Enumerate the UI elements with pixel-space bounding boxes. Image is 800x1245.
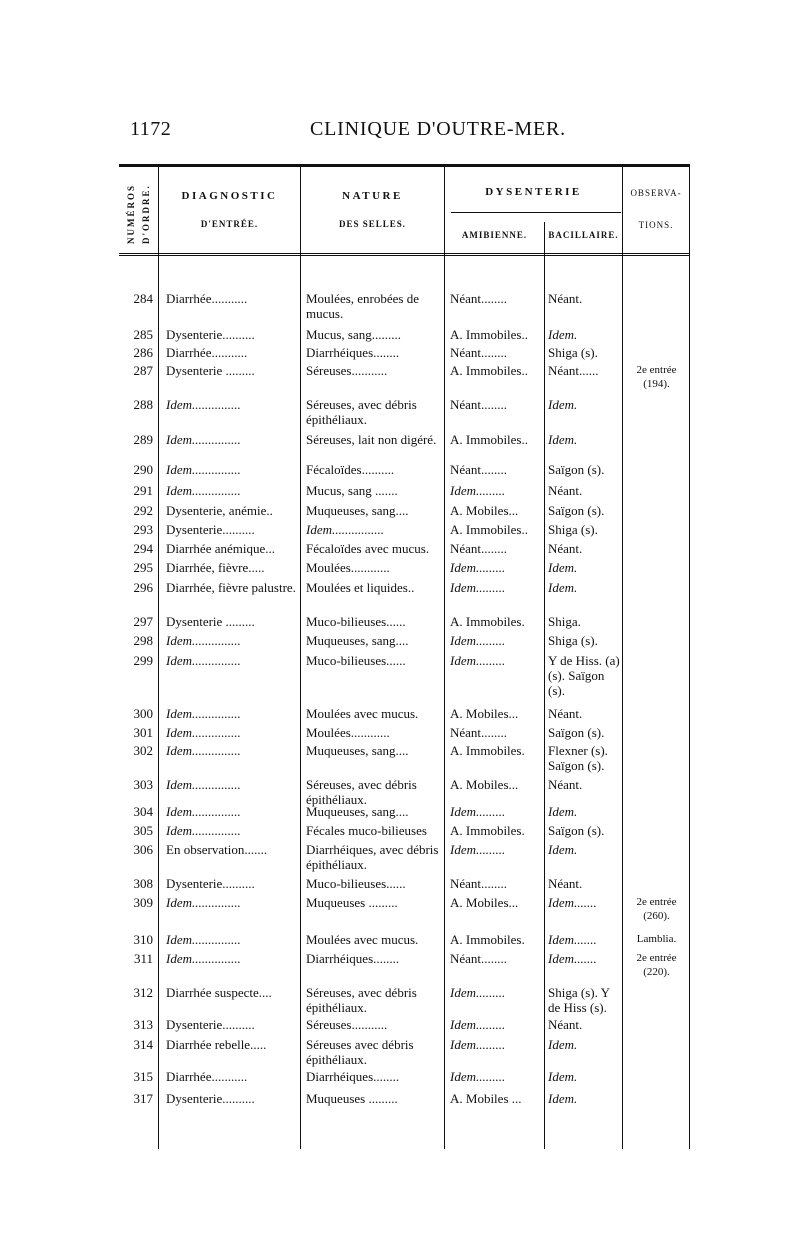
nature-cell: Moulées, enrobées de mucus. (306, 291, 419, 321)
page-title: CLINIQUE D'OUTRE-MER. (310, 118, 566, 140)
bacillaire-cell: Idem. (548, 580, 578, 595)
amibienne-cell: Idem......... (450, 580, 506, 595)
bacillaire-cell: Néant. (548, 706, 583, 721)
amibienne-cell: Néant........ (450, 462, 508, 477)
diagnostic-cell: Idem............... (166, 653, 241, 668)
nature-cell: Séreuses, avec débris épithéliaux. (306, 777, 417, 807)
diagnostic-cell: Idem............... (166, 804, 241, 819)
nature-cell: Muqueuses, sang.... (306, 503, 409, 518)
amibienne-cell: A. Immobiles. (450, 823, 525, 838)
nature-cell: Fécaloïdes.......... (306, 462, 395, 477)
diagnostic-cell: Idem............... (166, 951, 241, 966)
nature-cell: Muco-bilieuses...... (306, 653, 406, 668)
bacillaire-cell: Néant...... (548, 363, 599, 378)
col-divider-3 (444, 164, 445, 1149)
header-nature: NATURE (342, 190, 403, 202)
row-number: 289 (133, 432, 153, 447)
bacillaire-cell: Idem. (548, 327, 578, 342)
diagnostic-cell: En observation....... (166, 842, 268, 857)
diagnostic-cell: Dysenterie, anémie.. (166, 503, 273, 518)
row-number: 299 (133, 653, 153, 668)
nature-cell: Fécaloïdes avec mucus. (306, 541, 430, 556)
nature-cell: Mucus, sang......... (306, 327, 401, 342)
diagnostic-cell: Diarrhée suspecte.... (166, 985, 272, 1000)
row-number: 290 (133, 462, 153, 477)
amibienne-cell: Néant........ (450, 951, 508, 966)
observations-cell: 2e entrée (194). (636, 364, 677, 390)
bacillaire-cell: Y de Hiss. (a) (s). Saïgon (s). (548, 653, 620, 698)
diagnostic-cell: Idem............... (166, 432, 241, 447)
bacillaire-cell: Idem. (548, 432, 578, 447)
amibienne-cell: Idem......... (450, 1069, 506, 1084)
bacillaire-cell: Shiga (s). (548, 345, 598, 360)
diagnostic-cell: Dysenterie ......... (166, 363, 255, 378)
bacillaire-cell: Néant. (548, 876, 583, 891)
nature-cell: Diarrhéiques, avec débris épithéliaux. (306, 842, 439, 872)
nature-cell: Moulées............ (306, 725, 390, 740)
bacillaire-cell: Saïgon (s). (548, 725, 605, 740)
amibienne-cell: Idem......... (450, 653, 506, 668)
nature-cell: Séreuses........... (306, 1017, 388, 1032)
amibienne-cell: Idem......... (450, 560, 506, 575)
row-number: 310 (133, 932, 153, 947)
row-number: 297 (133, 614, 153, 629)
diagnostic-cell: Idem............... (166, 743, 241, 758)
bacillaire-cell: Néant. (548, 483, 583, 498)
diagnostic-cell: Idem............... (166, 777, 241, 792)
row-number: 306 (133, 842, 153, 857)
observations-cell: 2e entrée (220). (636, 952, 677, 978)
row-number: 315 (133, 1069, 153, 1084)
nature-cell: Diarrhéiques........ (306, 1069, 400, 1084)
amibienne-cell: A. Mobiles... (450, 777, 519, 792)
amibienne-cell: Idem......... (450, 1037, 506, 1052)
diagnostic-cell: Diarrhée anémique... (166, 541, 276, 556)
header-dysenterie: DYSENTERIE (485, 186, 582, 198)
diagnostic-cell: Diarrhée, fièvre palustre. (166, 580, 296, 595)
observations-cell: Lamblia. (636, 933, 677, 945)
header-bottom-rule-2 (119, 255, 690, 256)
diagnostic-cell: Idem............... (166, 483, 241, 498)
row-number: 287 (133, 363, 153, 378)
amibienne-cell: A. Mobiles... (450, 895, 519, 910)
amibienne-cell: Néant........ (450, 876, 508, 891)
amibienne-cell: A. Immobiles.. (450, 363, 528, 378)
amibienne-cell: Idem......... (450, 985, 506, 1000)
bacillaire-cell: Idem. (548, 804, 578, 819)
amibienne-cell: Néant........ (450, 345, 508, 360)
bacillaire-cell: Shiga (s). (548, 633, 598, 648)
nature-cell: Moulées avec mucus. (306, 706, 419, 721)
col-divider-4 (544, 222, 545, 1149)
page-number: 1172 (130, 118, 172, 140)
header-diagnostic-sub: D'ENTRÉE. (200, 219, 259, 229)
bacillaire-cell: Idem. (548, 1091, 578, 1106)
nature-cell: Muqueuses ......... (306, 1091, 398, 1106)
row-number: 286 (133, 345, 153, 360)
row-number: 284 (133, 291, 153, 306)
amibienne-cell: A. Immobiles.. (450, 432, 528, 447)
header-ordre-label: D'ORDRE. (141, 184, 151, 244)
bacillaire-cell: Idem. (548, 560, 578, 575)
table-top-rule-2 (119, 166, 690, 167)
bacillaire-cell: Néant. (548, 1017, 583, 1032)
row-number: 291 (133, 483, 153, 498)
diagnostic-cell: Diarrhée, fièvre..... (166, 560, 265, 575)
bacillaire-cell: Idem. (548, 1069, 578, 1084)
header-amibienne: AMIBIENNE. (461, 230, 528, 240)
row-number: 313 (133, 1017, 153, 1032)
dysenterie-brace (451, 212, 621, 213)
amibienne-cell: A. Immobiles. (450, 614, 525, 629)
diagnostic-cell: Idem............... (166, 397, 241, 412)
nature-cell: Muco-bilieuses...... (306, 614, 406, 629)
nature-cell: Muqueuses, sang.... (306, 743, 409, 758)
bacillaire-cell: Idem....... (548, 895, 597, 910)
amibienne-cell: Néant........ (450, 397, 508, 412)
amibienne-cell: A. Immobiles.. (450, 327, 528, 342)
row-number: 311 (133, 951, 153, 966)
nature-cell: Mucus, sang ....... (306, 483, 398, 498)
amibienne-cell: A. Immobiles.. (450, 522, 528, 537)
row-number: 309 (133, 895, 153, 910)
bacillaire-cell: Néant. (548, 777, 583, 792)
row-number: 308 (133, 876, 153, 891)
header-diagnostic: DIAGNOSTIC (181, 190, 278, 202)
diagnostic-cell: Dysenterie ......... (166, 614, 255, 629)
row-number: 304 (133, 804, 153, 819)
bacillaire-cell: Idem....... (548, 932, 597, 947)
row-number: 314 (133, 1037, 153, 1052)
diagnostic-cell: Diarrhée........... (166, 345, 248, 360)
diagnostic-cell: Dysenterie.......... (166, 876, 255, 891)
nature-cell: Muqueuses, sang.... (306, 804, 409, 819)
nature-cell: Moulées et liquides.. (306, 580, 415, 595)
row-number: 301 (133, 725, 153, 740)
bacillaire-cell: Saïgon (s). (548, 462, 605, 477)
bacillaire-cell: Idem. (548, 842, 578, 857)
diagnostic-cell: Diarrhée rebelle..... (166, 1037, 267, 1052)
nature-cell: Idem................ (306, 522, 384, 537)
diagnostic-cell: Idem............... (166, 706, 241, 721)
bacillaire-cell: Saïgon (s). (548, 823, 605, 838)
amibienne-cell: Néant........ (450, 291, 508, 306)
row-number: 296 (133, 580, 153, 595)
row-number: 292 (133, 503, 153, 518)
bacillaire-cell: Shiga (s). Y de Hiss (s). (548, 985, 610, 1015)
nature-cell: Moulées............ (306, 560, 390, 575)
diagnostic-cell: Idem............... (166, 895, 241, 910)
amibienne-cell: A. Immobiles. (450, 932, 525, 947)
row-number: 295 (133, 560, 153, 575)
diagnostic-cell: Diarrhée........... (166, 1069, 248, 1084)
nature-cell: Diarrhéiques........ (306, 345, 400, 360)
col-divider-2 (300, 164, 301, 1149)
row-number: 298 (133, 633, 153, 648)
bacillaire-cell: Shiga. (548, 614, 581, 629)
row-number: 303 (133, 777, 153, 792)
row-number: 302 (133, 743, 153, 758)
header-observations-sub: TIONS. (638, 220, 674, 230)
header-numeros-label: NUMÉROS (126, 183, 136, 244)
row-number: 312 (133, 985, 153, 1000)
amibienne-cell: Néant........ (450, 541, 508, 556)
diagnostic-cell: Idem............... (166, 462, 241, 477)
amibienne-cell: Idem......... (450, 633, 506, 648)
diagnostic-cell: Dysenterie.......... (166, 522, 255, 537)
diagnostic-cell: Diarrhée........... (166, 291, 248, 306)
bacillaire-cell: Néant. (548, 291, 583, 306)
diagnostic-cell: Idem............... (166, 932, 241, 947)
amibienne-cell: A. Mobiles... (450, 706, 519, 721)
row-number: 294 (133, 541, 153, 556)
row-number: 285 (133, 327, 153, 342)
nature-cell: Muqueuses, sang.... (306, 633, 409, 648)
col-divider-6 (689, 164, 690, 1149)
nature-cell: Séreuses........... (306, 363, 388, 378)
header-bacillaire: BACILLAIRE. (548, 230, 619, 240)
bacillaire-cell: Néant. (548, 541, 583, 556)
nature-cell: Muqueuses ......... (306, 895, 398, 910)
diagnostic-cell: Idem............... (166, 633, 241, 648)
col-divider-1 (158, 164, 159, 1149)
row-number: 317 (133, 1091, 153, 1106)
nature-cell: Diarrhéiques........ (306, 951, 400, 966)
amibienne-cell: Idem......... (450, 483, 506, 498)
nature-cell: Séreuses, avec débris épithéliaux. (306, 985, 417, 1015)
row-number: 305 (133, 823, 153, 838)
data-table (119, 164, 690, 1149)
bacillaire-cell: Idem....... (548, 951, 597, 966)
bacillaire-cell: Flexner (s). Saïgon (s). (548, 743, 608, 773)
amibienne-cell: Idem......... (450, 804, 506, 819)
diagnostic-cell: Idem............... (166, 823, 241, 838)
diagnostic-cell: Dysenterie.......... (166, 1091, 255, 1106)
amibienne-cell: Idem......... (450, 842, 506, 857)
page-header (0, 118, 800, 148)
diagnostic-cell: Dysenterie.......... (166, 327, 255, 342)
nature-cell: Séreuses, avec débris épithéliaux. (306, 397, 417, 427)
observations-cell: 2e entrée (260). (636, 896, 677, 922)
bacillaire-cell: Idem. (548, 1037, 578, 1052)
amibienne-cell: A. Mobiles... (450, 503, 519, 518)
nature-cell: Moulées avec mucus. (306, 932, 419, 947)
diagnostic-cell: Idem............... (166, 725, 241, 740)
header-observations: OBSERVA- (630, 188, 682, 198)
row-number: 300 (133, 706, 153, 721)
header-numeros (121, 172, 157, 254)
amibienne-cell: A. Immobiles. (450, 743, 525, 758)
amibienne-cell: Néant........ (450, 725, 508, 740)
header-nature-sub: DES SELLES. (338, 219, 407, 229)
row-number: 288 (133, 397, 153, 412)
nature-cell: Séreuses, lait non digéré. (306, 432, 437, 447)
bacillaire-cell: Idem. (548, 397, 578, 412)
nature-cell: Séreuses avec débris épithéliaux. (306, 1037, 414, 1067)
amibienne-cell: A. Mobiles ... (450, 1091, 522, 1106)
nature-cell: Muco-bilieuses...... (306, 876, 406, 891)
bacillaire-cell: Saïgon (s). (548, 503, 605, 518)
amibienne-cell: Idem......... (450, 1017, 506, 1032)
bacillaire-cell: Shiga (s). (548, 522, 598, 537)
header-bottom-rule (119, 253, 690, 254)
diagnostic-cell: Dysenterie.......... (166, 1017, 255, 1032)
row-number: 293 (133, 522, 153, 537)
nature-cell: Fécales muco-bilieuses (306, 823, 427, 838)
